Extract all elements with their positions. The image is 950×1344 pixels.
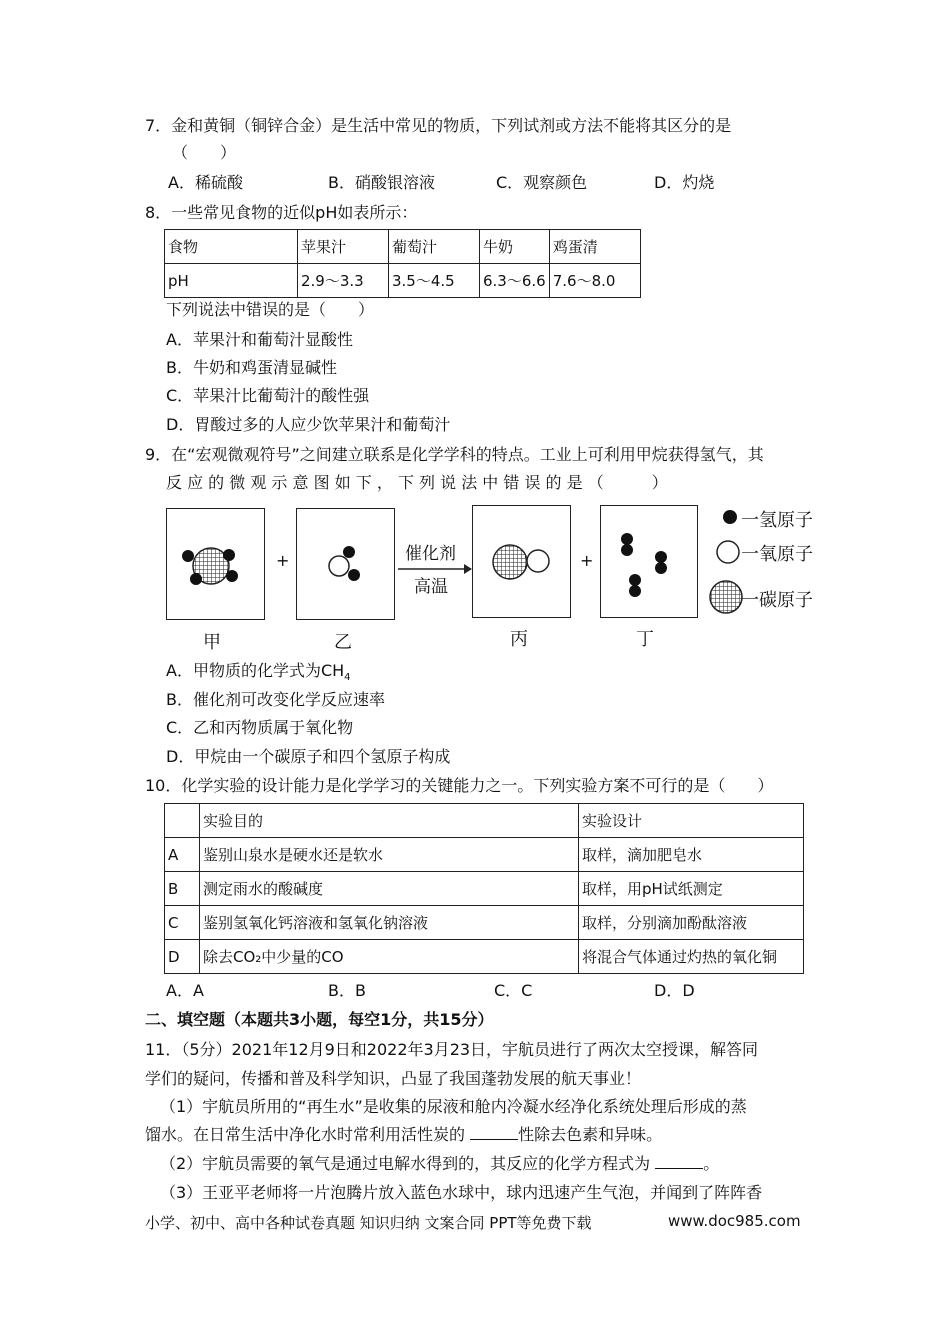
q10-row-b-purpose: 测定雨水的酸碱度 [200, 872, 579, 906]
q11-part2-text-a: （2）宇航员需要的氧气是通过电解水得到的，其反应的化学方程式为 [160, 1154, 651, 1173]
q11-line1: 11．（5分）2021年12月9日和2022年3月23日，宇航员进行了两次太空授课，解答同 [145, 1040, 759, 1059]
hydrogen-atom [223, 549, 235, 561]
plus-sign-1: + [276, 551, 290, 570]
q10-row-a-letter: A [165, 838, 200, 872]
q9-option-d: D．甲烷由一个碳原子和四个氢原子构成 [166, 747, 451, 766]
legend-hydrogen-label: 一氢原子 [741, 510, 813, 531]
q7-option-a: A．稀硫酸 [168, 173, 243, 192]
q8-header-food: 食物 [165, 230, 298, 264]
hydrogen-atom [621, 544, 633, 556]
q10-option-d: D．D [654, 981, 695, 1000]
water-molecule [297, 509, 394, 619]
answer-blank-1[interactable] [470, 1125, 518, 1140]
q8-option-a: A．苹果汁和葡萄汁显酸性 [166, 330, 353, 349]
q8-value-apple: 2.9～3.3 [298, 264, 389, 298]
oxygen-atom [527, 550, 549, 572]
legend-oxygen-label: 一氧原子 [741, 544, 813, 565]
q10-row-b-design: 取样，用pH试纸测定 [579, 872, 804, 906]
hydrogen-atom [182, 550, 194, 562]
q7-option-c: C．观察颜色 [496, 173, 588, 192]
q8-option-d: D．胃酸过多的人应少饮苹果汁和葡萄汁 [166, 415, 451, 434]
q9-option-c: C．乙和丙物质属于氧化物 [166, 718, 354, 737]
q8-stem: 8．一些常见食物的近似pH如表所示： [145, 203, 418, 222]
q10-row-c-purpose: 鉴别氢氧化钙溶液和氢氧化钠溶液 [200, 906, 579, 940]
hydrogen-atom [226, 570, 238, 582]
q10-option-c: C．C [494, 981, 533, 1000]
q8-header-egg: 鸡蛋清 [549, 230, 640, 264]
q10-experiment-table [164, 803, 804, 974]
q10-option-b: B．B [328, 981, 366, 1000]
hydrogen-atom [655, 551, 667, 563]
hydrogen-molecules [601, 506, 697, 617]
box-bing [472, 505, 571, 618]
label-jia: 甲 [203, 632, 221, 653]
q10-row-b-letter: B [165, 872, 200, 906]
q10-stem: 10．化学实验的设计能力是化学学习的关键能力之一。下列实验方案不可行的是（ ） [145, 776, 774, 795]
box-yi [296, 508, 395, 620]
q8-option-b: B．牛奶和鸡蛋清显碱性 [166, 358, 337, 377]
q10-row-d-design: 将混合气体通过灼热的氧化铜 [579, 940, 804, 974]
label-ding: 丁 [636, 629, 654, 650]
q8-row-label: pH [165, 264, 298, 298]
q11-part1-text-b: 性除去色素和异味。 [518, 1125, 663, 1144]
q10-header-purpose: 实验目的 [200, 804, 579, 838]
q9-option-b: B．催化剂可改变化学反应速率 [166, 690, 385, 709]
q9-option-a-subscript: 4 [344, 672, 351, 684]
q8-value-grape: 3.5～4.5 [389, 264, 480, 298]
hydrogen-atom [348, 569, 360, 581]
q8-value-milk: 6.3～6.6 [480, 264, 550, 298]
q8-value-egg: 7.6～8.0 [549, 264, 640, 298]
q8-header-apple: 苹果汁 [298, 230, 389, 264]
q10-row-c-letter: C [165, 906, 200, 940]
hydrogen-atom [629, 585, 641, 597]
methane-molecule [167, 509, 264, 619]
q7-paren: （ ） [172, 143, 237, 162]
label-yi: 乙 [334, 632, 352, 653]
condition-label: 高温 [414, 577, 448, 597]
q7-option-b: B．硝酸银溶液 [328, 173, 435, 192]
q10-row-a-design: 取样，滴加肥皂水 [579, 838, 804, 872]
legend-carbon-icon [707, 578, 745, 616]
plus-sign-2: + [580, 551, 594, 570]
q9-stem-line2: 反 应 的 微 观 示 意 图 如 下 ， 下 列 说 法 中 错 误 的 是 （ ） [166, 473, 668, 492]
q11-part2-text-b: 。 [703, 1154, 720, 1173]
q9-option-a [166, 660, 351, 689]
q9-stem-line1: 9．在“宏观微观符号”之间建立联系是化学学科的特点。工业上可利用甲烷获得氢气，其 [145, 445, 764, 464]
box-ding [600, 505, 698, 618]
hydrogen-atom [621, 533, 633, 545]
q11-part2 [160, 1153, 719, 1175]
q8-option-c: C．苹果汁比葡萄汁的酸性强 [166, 386, 370, 405]
q8-ph-table [164, 229, 641, 298]
q9-option-a-text: A．甲物质的化学式为CH [166, 661, 345, 680]
q11-line2: 学们的疑问，传播和普及科学知识，凸显了我国蓬勃发展的航天事业！ [145, 1069, 642, 1088]
carbon-monoxide-molecule [473, 506, 570, 617]
section-title: 二、填空题（本题共3小题，每空1分，共15分） [145, 1010, 494, 1029]
q10-option-a: A．A [166, 981, 204, 1000]
answer-blank-2[interactable] [655, 1154, 703, 1169]
legend-oxygen-icon [714, 539, 744, 565]
q10-row-d-letter: D [165, 940, 200, 974]
q11-part1-text-a: 馏水。在日常生活中净化水时常利用活性炭的 [145, 1125, 466, 1144]
q10-row-d-purpose: 除去CO₂中少量的CO [200, 940, 579, 974]
q7-option-d: D．灼烧 [654, 173, 715, 192]
q11-part1-line2 [145, 1124, 662, 1146]
oxygen-atom [329, 556, 349, 576]
hydrogen-atom [629, 574, 641, 586]
legend-carbon-label: 一碳原子 [741, 590, 813, 611]
q8-question: 下列说法中错误的是（ ） [166, 300, 375, 319]
q8-header-grape: 葡萄汁 [389, 230, 480, 264]
q8-header-milk: 牛奶 [480, 230, 550, 264]
label-bing: 丙 [510, 629, 528, 650]
hydrogen-atom [343, 546, 355, 558]
q10-row-a-purpose: 鉴别山泉水是硬水还是软水 [200, 838, 579, 872]
footer-left-text: 小学、初中、高中各种试卷真题 知识归纳 文案合同 PPT等免费下载 [145, 1214, 592, 1232]
catalyst-label: 催化剂 [405, 544, 456, 564]
q10-header-design: 实验设计 [579, 804, 804, 838]
q10-row-c-design: 取样，分别滴加酚酞溶液 [579, 906, 804, 940]
q11-part1-line1: （1）宇航员所用的“再生水”是收集的尿液和舱内冷凝水经净化系统处理后形成的蒸 [160, 1097, 747, 1116]
q11-part3: （3）王亚平老师将一片泡腾片放入蓝色水球中，球内迅速产生气泡，并闻到了阵阵香 [160, 1183, 763, 1202]
q10-header-letter [165, 804, 200, 838]
box-jia [166, 508, 265, 620]
footer-website-link[interactable]: www.doc985.com [668, 1212, 801, 1230]
hydrogen-atom [655, 562, 667, 574]
q7-stem: 7．金和黄铜（铜锌合金）是生活中常见的物质，下列试剂或方法不能将其区分的是 [145, 116, 732, 135]
carbon-atom [493, 545, 527, 579]
hydrogen-atom [190, 573, 202, 585]
